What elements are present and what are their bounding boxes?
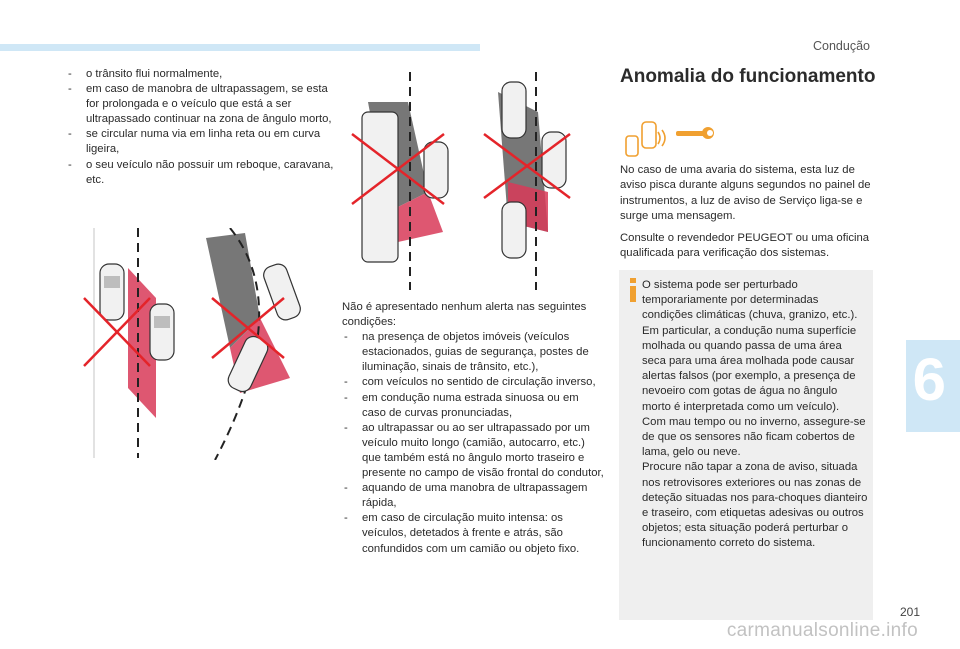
list-item: - com veículos no sentido de circulação inverso, xyxy=(342,375,604,390)
chapter-number: 6 xyxy=(912,346,946,413)
section-heading: Anomalia do funcionamento xyxy=(620,66,876,87)
watermark: carmanualsonline.info xyxy=(726,620,918,641)
section-title: Condução xyxy=(813,39,870,53)
list-item: - na presença de objetos imóveis (veículos estacionados, guias de segurança, postes de iluminação, sinais de trânsito, etc.), xyxy=(342,330,604,375)
page-number: 201 xyxy=(899,605,920,619)
list-item: - aquando de uma manobra de ultrapassagem rápida, xyxy=(342,481,604,511)
list-item: - ao ultrapassar ou ao ser ultrapassado por um veículo muito longo (camião, autocarro, etc.) que também está no ângulo morto traseiro e presente no campo de visão frontal do condutor, xyxy=(342,421,604,481)
header-bar xyxy=(0,44,480,51)
service-wrench-icon xyxy=(676,127,714,139)
no-alert-conditions xyxy=(342,300,604,557)
illustration-dense-traffic xyxy=(478,72,578,290)
blind-spot-warning-icon xyxy=(626,122,665,156)
list-item: - o trânsito flui normalmente, xyxy=(66,67,336,82)
info-icon xyxy=(627,278,639,302)
intro-text: Não é apresentado nenhum alerta nas seguintes condições: xyxy=(342,301,587,329)
warning-icons xyxy=(620,118,720,160)
list-item: - em caso de circulação muito intensa: os veículos, detetados à frente e atrás, são confundidos com um camião ou objeto fixo. xyxy=(342,511,604,556)
malfunction-section xyxy=(620,66,878,88)
paragraph: Consulte o revendedor PEUGEOT ou uma oficina qualificada para verificação dos sistemas. xyxy=(620,232,870,260)
illustration-straight-road xyxy=(78,228,188,458)
list-item: - em condução numa estrada sinuosa ou em caso de curvas pronunciadas, xyxy=(342,391,604,421)
info-text: O sistema pode ser perturbado temporariamente por determinadas condições climáticas (chuva, granizo, etc.). Em particular, a condução numa superfície molhada ou quando passa de uma área seca para uma área molhada pode causar alertas falsos (por exemplo, a presença de nevoeiro com gotas de água no ângulo morto é interpretada como um veículo). Com mau tempo ou no inverno, assegure-se de que os sensores não ficam cobertos de lama, gelo ou neve. Procure não tapar a zona de aviso, situada nos retrovisores exteriores ou nas zonas de deteção situadas nos para-choques dianteiro e traseiro, com etiquetas adesivas ou outros objetos; esta situação poderá perturbar o funcionamento correto do sistema. xyxy=(642,279,868,550)
list-item: - em caso de manobra de ultrapassagem, se esta for prolongada e o veículo que está a ser ultrapassado continuar na zona de ângulo morto, xyxy=(66,82,336,127)
paragraph: No caso de uma avaria do sistema, esta luz de aviso pisca durante alguns segundos no painel de instrumentos, a luz de aviso de Serviço liga-se e surge uma mensagem. xyxy=(620,164,871,222)
list-item: - se circular numa via em linha reta ou em curva ligeira, xyxy=(66,127,336,157)
info-box xyxy=(619,270,873,620)
illustration-curve xyxy=(200,228,320,460)
malfunction-text xyxy=(620,163,878,262)
conditions-list xyxy=(66,67,336,188)
illustration-truck xyxy=(348,72,466,290)
list-item: - o seu veículo não possuir um reboque, caravana, etc. xyxy=(66,158,336,188)
